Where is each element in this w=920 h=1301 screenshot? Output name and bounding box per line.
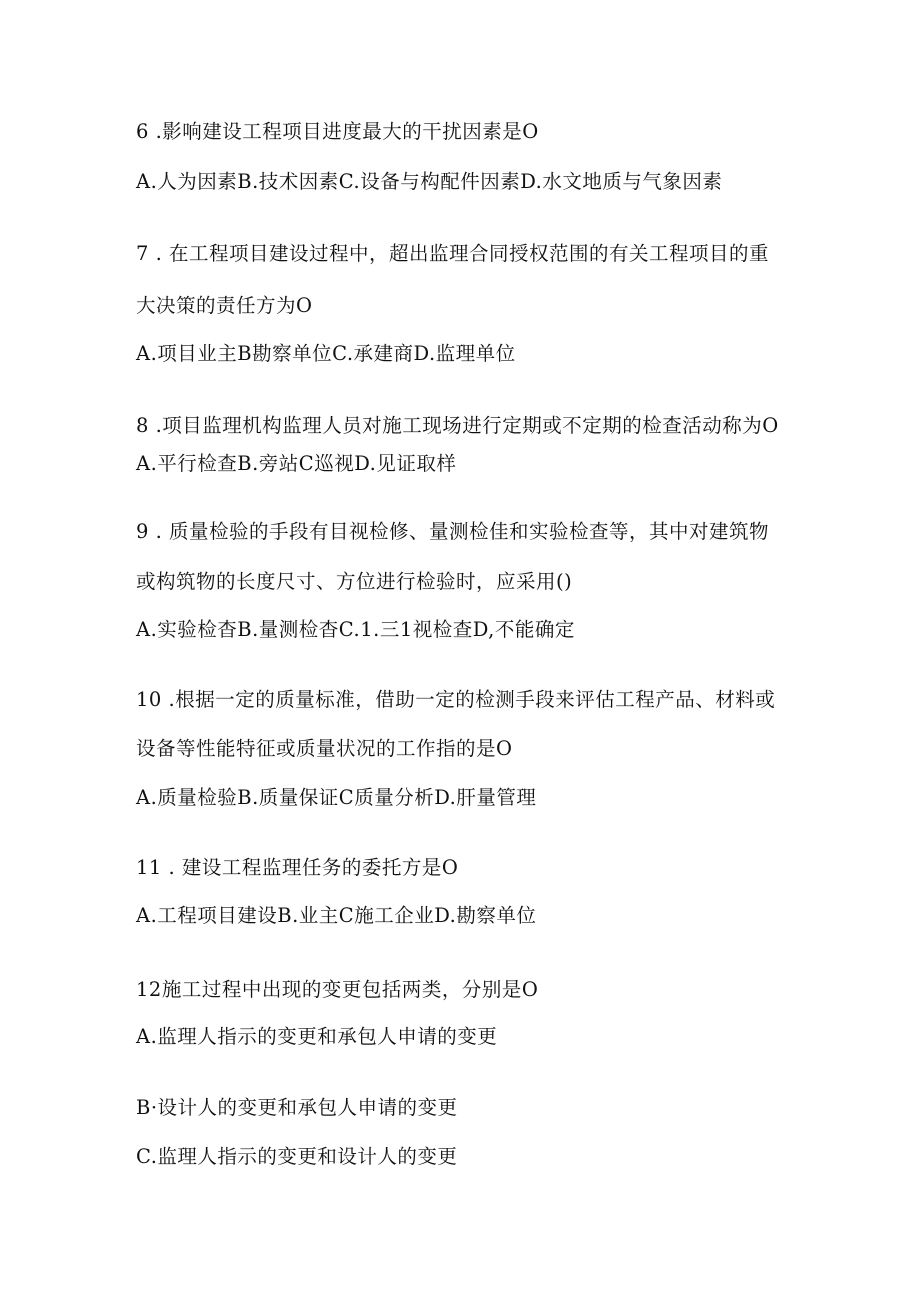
question-9-stem-line-2: 或构筑物的长度尺寸、方位进行检验时，应采用() — [136, 570, 573, 593]
question-8-options: A.平行检查B.旁站C巡视D.见证取样 — [136, 452, 457, 475]
question-7-options: A.项目业主B勘察单位C.承建商D.监理单位 — [136, 342, 516, 365]
question-12-stem: 12施工过程中出现的变更包括两类，分别是O — [136, 978, 539, 1001]
question-8-stem: 8 .项目监理机构监理人员对施工现场进行定期或不定期的检查活动称为O — [136, 414, 779, 437]
question-12-option-c: C.监理人指示的变更和设计人的变更 — [136, 1145, 458, 1168]
question-11-stem: 11 . 建设工程监理任务的委托方是O — [136, 856, 459, 879]
question-10-stem-line-1: 10 .根据一定的质量标准，借助一定的检测手段来评估工程产品、材料或 — [136, 688, 776, 711]
question-9-stem-line-1: 9 . 质量检验的手段有目视检修、量测检佳和实验检查等，其中对建筑物 — [136, 520, 770, 543]
question-11-options: A.工程项目建设B.业主C施工企业D.勘察单位 — [136, 904, 537, 927]
question-9-options: A.实验检杳B.量测检杳C.1.三1视检查D,不能确定 — [136, 618, 575, 641]
question-7-stem-line-2: 大决策的责任方为O — [136, 294, 313, 317]
question-12-option-a: A.监理人指示的变更和承包人申请的变更 — [136, 1025, 498, 1048]
question-6-options: A.人为因素B.技术因素C.设备与构配件因素D.水文地质与气象因素 — [136, 170, 723, 193]
question-12-option-b: B·设计人的变更和承包人申请的变更 — [136, 1096, 458, 1119]
question-10-stem-line-2: 设备等性能特征或质量状况的工作指的是O — [136, 737, 513, 760]
question-6-stem: 6 .影响建设工程项目进度最大的干扰因素是O — [136, 120, 539, 143]
question-7-stem-line-1: 7 . 在工程项目建设过程中，超出监理合同授权范围的有关工程项目的重 — [136, 242, 770, 265]
question-10-options: A.质量检验B.质量保证C质量分析D.肝量管理 — [136, 786, 537, 809]
